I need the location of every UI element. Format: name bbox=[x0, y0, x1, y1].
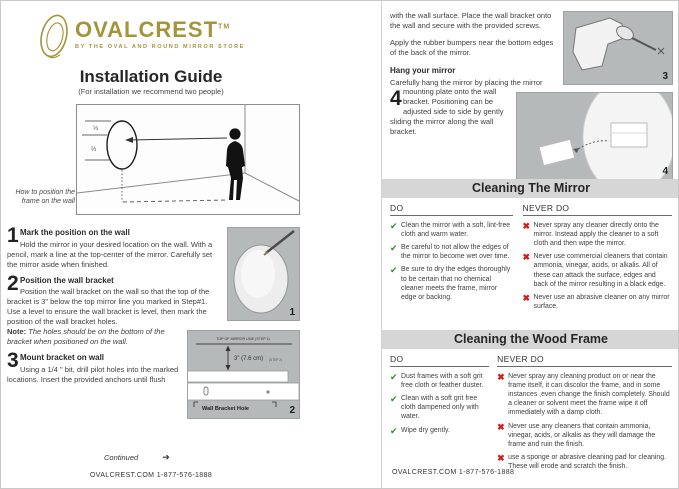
list-item bbox=[390, 221, 513, 239]
list-item bbox=[390, 426, 489, 436]
step-body: Carefully hang the mirror by placing the mirror mounting plate onto the wall bracket. Positioning can be adjusted side to side by gently sliding the mirror along the wall bracket. bbox=[390, 77, 543, 137]
list-item-text: Dust frames with a soft grit free cloth or feather duster. bbox=[401, 373, 484, 390]
step-heading: Mark the position on the wall bbox=[20, 228, 130, 237]
person-silhouette bbox=[226, 128, 245, 200]
check-icon: ✔ bbox=[390, 265, 398, 276]
list-item-text: Clean with a soft grit free cloth dampened only with water. bbox=[401, 395, 479, 421]
brand-wordmark bbox=[75, 19, 245, 50]
list-item-text: Never spray any cleaner directly onto the mirror. Instead apply the cleaner to a soft cloth and then wipe the mirror. bbox=[533, 222, 659, 248]
fraction-top-label: ⅓ bbox=[93, 126, 99, 132]
figure-number: 2 bbox=[289, 404, 295, 416]
step-body: Using a 1/4 " bit, drill pilot holes into the marked locations. Insert the provided anchors until flush bbox=[7, 364, 179, 384]
list-item-text: Clean the mirror with a soft, lint-free cloth and warm water. bbox=[401, 222, 511, 239]
list-item bbox=[390, 394, 489, 421]
brand-logo bbox=[35, 7, 245, 61]
cleaning-frame-section bbox=[382, 330, 679, 475]
list-item bbox=[523, 221, 672, 248]
list-item bbox=[523, 252, 672, 288]
pencil-icon bbox=[266, 231, 294, 253]
bracket-diagram-drawing bbox=[188, 331, 299, 418]
do-column-header: DO bbox=[390, 354, 489, 367]
never-do-column-header: NEVER DO bbox=[523, 203, 672, 216]
list-item-text: Never use commercial cleaners that contain ammonia, vinegar, acids, or alkalis. All of these can attack the surface, edges and back of the mirror resulting in a black edge. bbox=[533, 253, 668, 288]
list-item bbox=[390, 265, 513, 301]
never-do-column-header: NEVER DO bbox=[497, 354, 672, 367]
list-item-text: Never spray any cleaning product on or near the frame itself, it can discolor the frame, and in some instances ,even change the finish completely. Should a cleaner or solvent meet the frame wipe it off immediately with a damp cloth. bbox=[508, 373, 670, 417]
list-item bbox=[390, 372, 489, 390]
section-title: Cleaning the Wood Frame bbox=[382, 330, 679, 349]
step-number: 1 bbox=[7, 227, 19, 247]
step-heading: Hang your mirror bbox=[390, 65, 456, 75]
list-item bbox=[497, 422, 672, 449]
wall-bracket-hole-label: Wall Bracket Hole bbox=[202, 406, 250, 413]
top-mirror-line-label: TOP OF MIRROR LINE (STEP 1) bbox=[216, 337, 270, 342]
continued-text: Continued bbox=[104, 453, 139, 462]
step-body: Hold the mirror in your desired location on the wall. With a pencil, mark a line at the top-center of the mirror. Carefully set the mirror aside when finished. bbox=[7, 239, 213, 269]
brand-tagline: BY THE OVAL AND ROUND MIRROR STORE bbox=[75, 44, 245, 50]
figure-number: 3 bbox=[662, 70, 668, 82]
footer-contact-right: OVALCREST.COM 1-877-576-1888 bbox=[392, 469, 515, 476]
do-column bbox=[390, 203, 523, 315]
right-page-flow bbox=[390, 11, 673, 179]
continued-note bbox=[104, 452, 170, 463]
section-title: Cleaning The Mirror bbox=[382, 179, 679, 198]
check-icon: ✔ bbox=[390, 425, 398, 436]
list-item bbox=[523, 293, 672, 311]
list-item-text: Never use any cleaners that contain ammonia, vinegar, acids, or alkalis as they will damage the frame and ruin the finish. bbox=[508, 422, 656, 448]
dimension-step-note: (STEP 2) bbox=[269, 358, 283, 363]
logo-script-o-icon bbox=[35, 7, 73, 61]
step-number: 4 bbox=[390, 87, 402, 110]
installation-steps bbox=[7, 227, 300, 451]
never-do-column bbox=[497, 354, 672, 475]
list-item-text: use a sponge or abrasive cleaning pad for cleaning. These will erode and scratch the finish. bbox=[508, 453, 666, 470]
check-icon: ✔ bbox=[390, 243, 398, 254]
check-icon: ✔ bbox=[390, 372, 398, 382]
note-label: Note: bbox=[7, 327, 27, 337]
page-subtitle: (For installation we recommend two people) bbox=[78, 87, 224, 96]
step-heading: Mount bracket on wall bbox=[20, 352, 105, 362]
check-icon: ✔ bbox=[390, 221, 398, 231]
dimension-label: 3" (7.6 cm) bbox=[234, 356, 264, 363]
never-do-column bbox=[523, 203, 672, 315]
arrow-right-icon: ➔ bbox=[162, 452, 170, 462]
cross-icon: ✖ bbox=[522, 292, 531, 303]
continuation-paragraph: with the wall surface. Place the wall bracket onto the wall and secure with the provided screws. bbox=[390, 11, 552, 30]
list-item-text: Be sure to dry the edges thoroughly to be certain that no chemical cleaner meets the frame, mirror edge or backing. bbox=[401, 266, 511, 301]
cross-icon: ✖ bbox=[522, 221, 531, 231]
cleaning-mirror-section bbox=[382, 179, 679, 315]
page-right bbox=[381, 1, 679, 488]
list-item bbox=[497, 453, 672, 471]
drill-drawing bbox=[564, 12, 672, 84]
figure-number: 1 bbox=[289, 306, 295, 318]
mirror-back-drawing bbox=[517, 93, 672, 179]
do-column-header: DO bbox=[390, 203, 513, 216]
page-title: Installation Guide bbox=[79, 67, 223, 86]
trademark-symbol: TM bbox=[218, 23, 231, 31]
list-item-text: Wipe dry gently. bbox=[401, 426, 450, 434]
footer-contact-left: OVALCREST.COM 1-877-576-1888 bbox=[89, 472, 213, 479]
list-item-text: Be careful to not allow the edges of the mirror to become wet over time. bbox=[401, 244, 510, 261]
figure-drill bbox=[563, 11, 673, 85]
figure-bracket-diagram bbox=[187, 330, 300, 419]
step-heading: Position the wall bracket bbox=[20, 275, 114, 285]
fraction-bottom-label: ⅔ bbox=[91, 147, 97, 153]
list-item bbox=[390, 243, 513, 261]
continuation-paragraph: Apply the rubber bumpers near the bottom edges of the back of the mirror. bbox=[390, 37, 554, 57]
drill-bit-icon bbox=[632, 38, 656, 50]
mirror-pencil-drawing bbox=[228, 228, 299, 320]
cross-icon: ✖ bbox=[522, 252, 531, 263]
figure-number: 4 bbox=[662, 165, 668, 177]
figure-mirror-back bbox=[516, 92, 673, 179]
note-text: The holes should be on the bottom of the bracket when positioned on the wall. bbox=[7, 327, 165, 346]
brand-name: OVALCREST bbox=[75, 17, 219, 42]
positioning-diagram bbox=[76, 104, 300, 215]
cross-icon: ✖ bbox=[497, 372, 505, 382]
step-body: Position the wall bracket on the wall so that the top of the bracket is 3" below the top mirror line you marked in Step#1. Use a level to ensure the wall bracket is level, then mark the position of the wall bracket holes. bbox=[7, 287, 210, 327]
figure-mirror-pencil bbox=[227, 227, 300, 321]
cross-icon: ✖ bbox=[497, 452, 505, 463]
step-number: 2 bbox=[7, 271, 19, 295]
list-item-text: Never use an abrasive cleaner on any mirror surface. bbox=[533, 293, 670, 310]
diagram-caption: How to position the frame on the wall bbox=[15, 189, 75, 206]
check-icon: ✔ bbox=[390, 394, 398, 405]
cross-icon: ✖ bbox=[497, 421, 505, 432]
page-left bbox=[1, 1, 381, 488]
list-item bbox=[497, 372, 672, 418]
do-column bbox=[390, 354, 497, 475]
step-number: 3 bbox=[7, 348, 19, 372]
room-diagram-drawing bbox=[77, 105, 299, 214]
